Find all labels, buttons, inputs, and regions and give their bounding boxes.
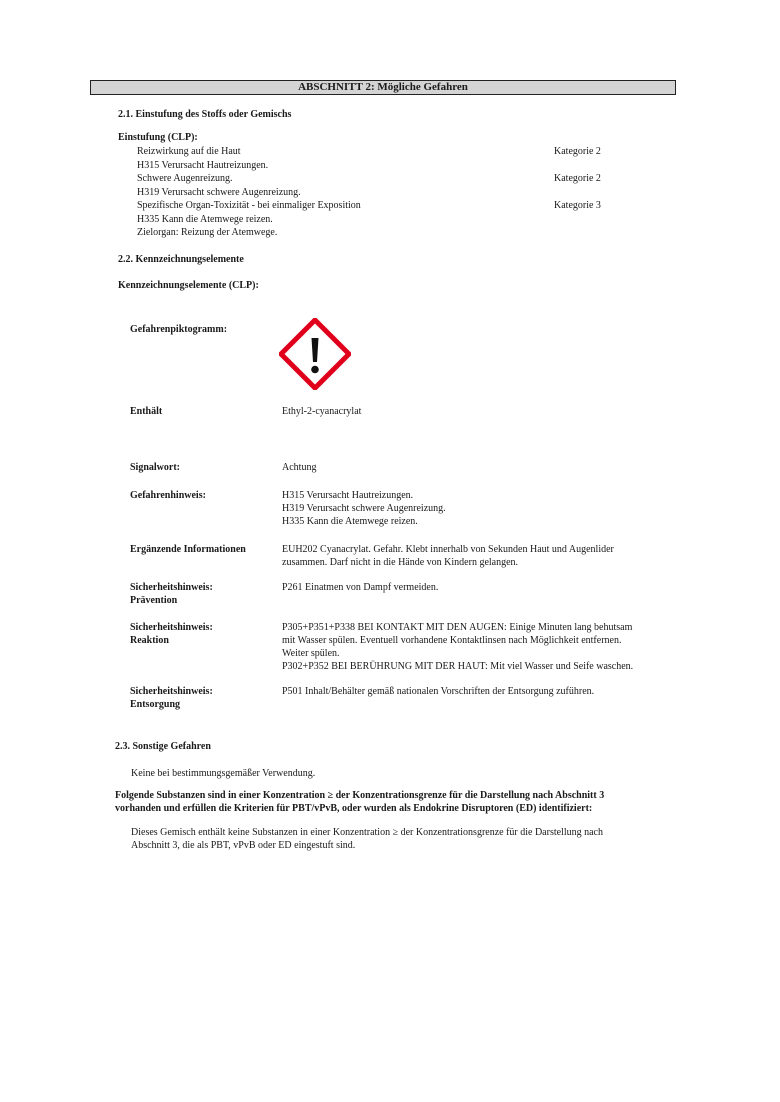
exclamation-mark-hazard-icon — [279, 318, 351, 390]
contains-value: Ethyl-2-cyanacrylat — [282, 406, 362, 417]
contains-label: Enthält — [130, 406, 163, 417]
classification-text: Spezifische Organ-Toxizität - bei einmaliger Exposition — [137, 200, 361, 211]
section-2-3-heading: 2.3. Sonstige Gefahren — [115, 741, 211, 752]
classification-text: Zielorgan: Reizung der Atemwege. — [137, 227, 278, 238]
supplemental-info-value — [282, 543, 692, 569]
prevention-label-line: Sicherheitshinweis: — [130, 582, 213, 593]
response-line: mit Wasser spülen. Eventuell vorhandene Kontaktlinsen nach Möglichkeit entfernen. — [282, 635, 622, 646]
pictogram-label: Gefahrenpiktogramm: — [130, 324, 228, 335]
hazard-statements-label: Gefahrenhinweis: — [130, 490, 206, 501]
classification-text: Reizwirkung auf die Haut — [137, 146, 241, 157]
response-line: Weiter spülen. — [282, 648, 340, 659]
response-label-line: Reaktion — [130, 635, 169, 646]
classification-category: Kategorie 3 — [554, 200, 601, 211]
classification-line — [137, 213, 607, 227]
hazard-statement: H319 Verursacht schwere Augenreizung. — [282, 503, 446, 514]
section-2-2-heading: 2.2. Kennzeichnungselemente — [118, 254, 244, 265]
disposal-label-line: Sicherheitshinweis: — [130, 686, 213, 697]
section-header: ABSCHNITT 2: Mögliche Gefahren — [90, 80, 676, 95]
classification-line — [137, 186, 607, 200]
response-line: P302+P352 BEI BERÜHRUNG MIT DER HAUT: Mit viel Wasser und Seife waschen. — [282, 661, 634, 672]
pbt-result-line: Abschnitt 3, die als PBT, vPvB oder ED eingestuft sind. — [131, 840, 356, 851]
prevention-value: P261 Einatmen von Dampf vermeiden. — [282, 582, 439, 593]
prevention-label — [130, 581, 270, 607]
disposal-label-line: Entsorgung — [130, 699, 181, 710]
classification-category: Kategorie 2 — [554, 173, 601, 184]
section-2-1-heading: 2.1. Einstufung des Stoffs oder Gemischs — [118, 109, 292, 120]
classification-line — [137, 226, 607, 240]
response-label — [130, 621, 270, 647]
classification-text: H319 Verursacht schwere Augenreizung. — [137, 186, 301, 198]
signal-word-value: Achtung — [282, 462, 317, 473]
pbt-statement-line: vorhanden und erfüllen die Kriterien für PBT/vPvB, oder wurden als Endokrine Disruptoren (ED) identifiziert: — [115, 803, 593, 814]
hazard-statement: H315 Verursacht Hautreizungen. — [282, 490, 414, 501]
supplemental-info-line: EUH202 Cyanacrylat. Gefahr. Klebt innerhalb von Sekunden Haut und Augenlider — [282, 544, 614, 555]
pbt-statement-line: Folgende Substanzen sind in einer Konzentration ≥ der Konzentrationsgrenze für die Darstellung nach Abschnitt 3 — [115, 790, 605, 801]
pbt-result-line: Dieses Gemisch enthält keine Substanzen in einer Konzentration ≥ der Konzentrationsgrenze für die Darstellung nach — [131, 827, 603, 838]
supplemental-info-line: zusammen. Darf nicht in die Hände von Kindern gelangen. — [282, 557, 519, 568]
disposal-label — [130, 685, 270, 711]
classification-text: Schwere Augenreizung. — [137, 173, 233, 184]
response-label-line: Sicherheitshinweis: — [130, 622, 213, 633]
classification-text: H335 Kann die Atemwege reizen. — [137, 213, 273, 225]
response-line: P305+P351+P338 BEI KONTAKT MIT DEN AUGEN: Einige Minuten lang behutsam — [282, 622, 633, 633]
hazard-statement: H335 Kann die Atemwege reizen. — [282, 516, 418, 527]
disposal-value: P501 Inhalt/Behälter gemäß nationalen Vorschriften der Entsorgung zuführen. — [282, 686, 595, 697]
classification-line — [137, 145, 607, 159]
prevention-label-line: Prävention — [130, 595, 178, 606]
hazard-statements-value — [282, 489, 682, 528]
classification-line — [137, 199, 607, 213]
classification-category: Kategorie 2 — [554, 146, 601, 157]
response-value — [282, 621, 692, 673]
classification-line — [137, 159, 607, 173]
supplemental-info-label: Ergänzende Informationen — [130, 544, 246, 555]
classification-text: H315 Verursacht Hautreizungen. — [137, 159, 269, 171]
pbt-statement — [115, 789, 675, 815]
pbt-result — [131, 826, 671, 852]
classification-list — [137, 145, 607, 240]
labelling-clp-heading: Kennzeichnungselemente (CLP): — [118, 280, 259, 291]
classification-line — [137, 172, 607, 186]
signal-word-label: Signalwort: — [130, 462, 180, 473]
other-hazards-text: Keine bei bestimmungsgemäßer Verwendung. — [131, 768, 316, 779]
classification-clp-heading: Einstufung (CLP): — [118, 132, 198, 143]
